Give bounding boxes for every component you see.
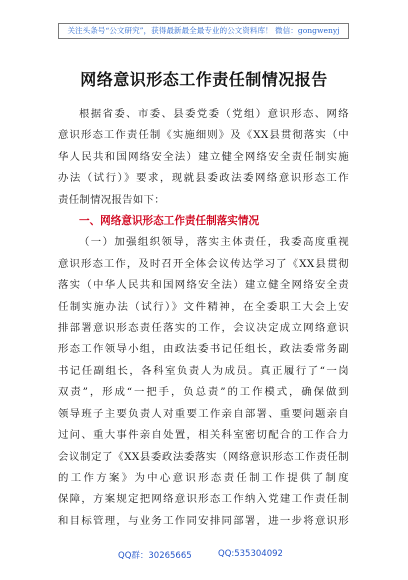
paragraph-line: 落实（中华人民共和国网络安全法）建立健全网络安全责 [58,279,349,292]
intro-line: 华人民共和国网络安全法）建立健全网络安全责任制实施 [58,150,349,163]
paragraph-line: 保障，方案规定把网络意识形态工作纳入党建工作责任制 [58,493,349,506]
promo-banner: 关注头条号“公文研究”，获得最新最全最专业的公文资料库！ 微信：gongwenyj [58,23,349,39]
intro-line: 根据省委、市委、县委党委（党组）意识形态、网络 [79,108,349,120]
paragraph-line: 和目标管理，与业务工作同安排同部署，进一步将意识形 [58,514,349,527]
paragraph-line: （一）加强组织领导，落实主体责任，我委高度重视 [79,236,349,249]
paragraph-line: 形态工作领导小组，由政法委书记任组长，政法委常务副 [58,343,349,356]
footer [0,549,408,565]
paragraph-line: 意识形态工作，及时召开全体会议传达学习了《XX县贯彻 [58,257,349,270]
paragraph-line: 任制实施办法（试行）》文件精神，在全委职工大会上安 [58,300,349,313]
intro-line: 责任制情况报告如下： [58,193,165,206]
paragraph-line: 领导班子主要负责人对重要工作亲自部署、重要问题亲自 [58,407,349,420]
footer-qq: QQ:535304092 [218,549,283,559]
intro-line: 意识形态工作责任制《实施细则》及《XX县贯彻落实（中 [58,129,349,142]
paragraph-line: 双责”，形成“一把手，负总责”的工作模式，确保做到 [58,386,349,399]
footer-qq-group: QQ群：30265665 [118,551,192,561]
document-body [58,104,349,532]
intro-line: 办法（试行）》要求，现就县委政法委网络意识形态工作 [58,172,349,185]
paragraph-line: 会议制定了《XX县委政法委落实（网络意识形态工作责任制 [58,450,349,463]
paragraph-line: 的工作方案》为中心意识形态责任制工作提供了制度 [58,471,349,484]
document-title: 网络意识形态工作责任制情况报告 [80,70,328,89]
paragraph-line: 排部署意识形态责任落实的工作，会议决定成立网络意识 [58,322,349,335]
paragraph-line: 过问、重大事件亲自处置，相关科室密切配合的工作合力 [58,429,349,442]
section-heading: 一、网络意识形态工作责任制落实情况 [79,215,260,228]
paragraph-line: 书记任副组长，各科室负责人为成员。真正履行了“一岗 [58,364,349,377]
